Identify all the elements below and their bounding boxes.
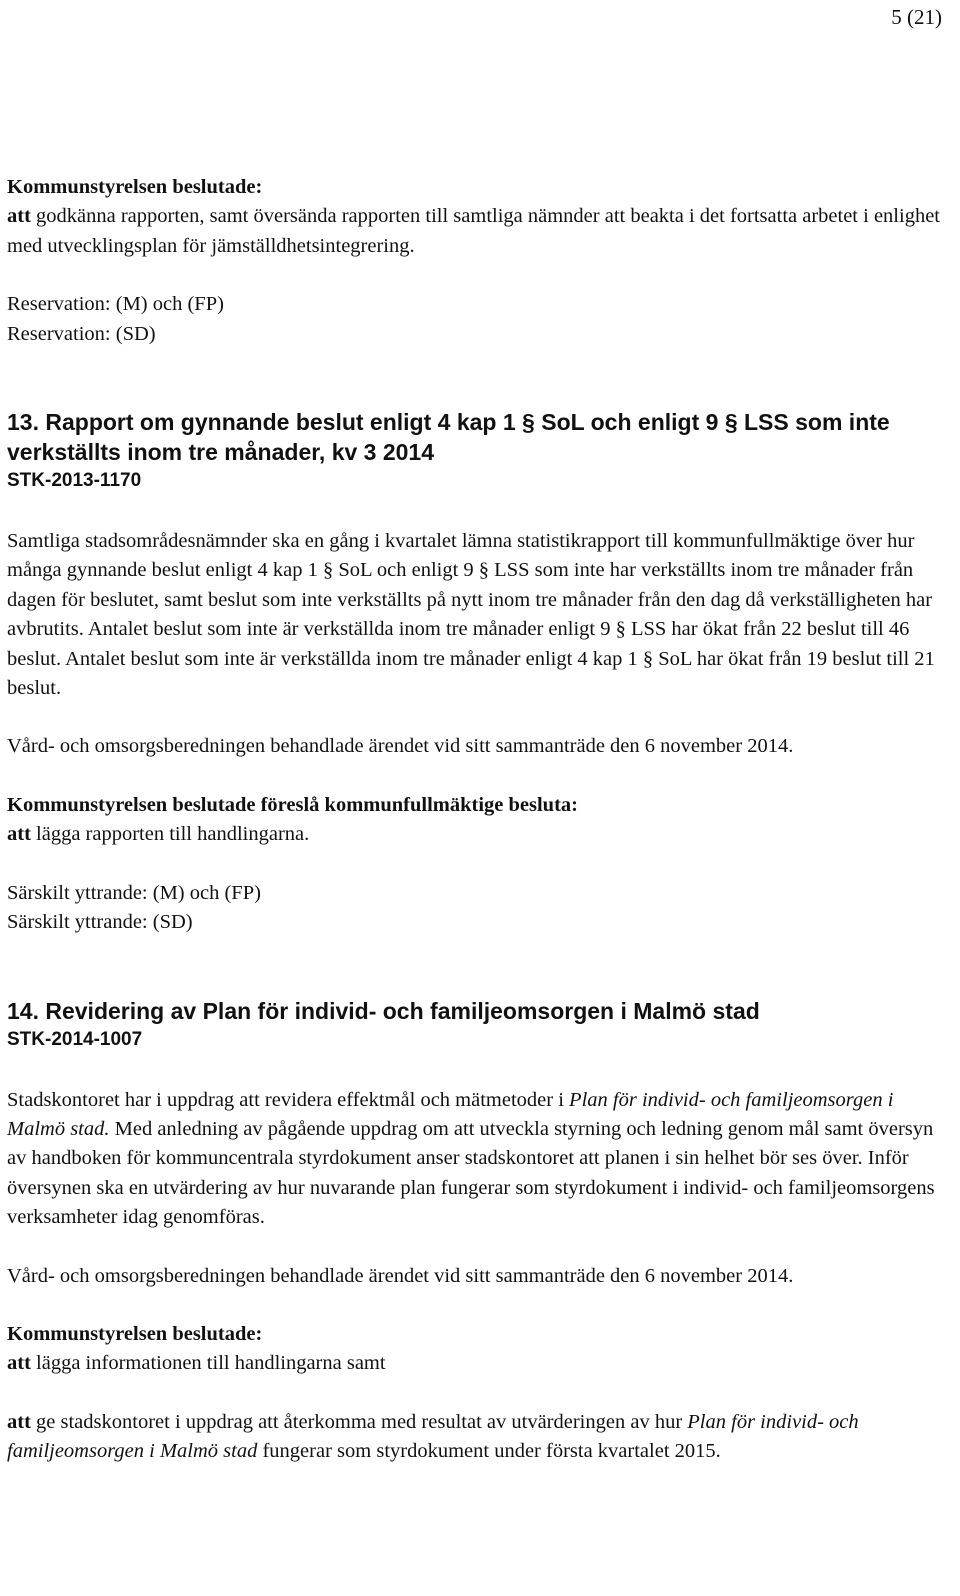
- decision-title: Kommunstyrelsen beslutade:: [7, 176, 263, 198]
- special-statement-line: Särskilt yttrande: (M) och (FP): [7, 881, 261, 904]
- item-13-heading: 13. Rapport om gynnande beslut enligt 4 kap 1 § SoL och enligt 9 § LSS som inte verkställts inom tre månader, kv 3 2014: [7, 409, 890, 466]
- item-14-body: [7, 1086, 942, 1233]
- item-14-heading: 14. Revidering av Plan för individ- och familjeomsorgen i Malmö stad: [7, 997, 760, 1024]
- item-14-decision-title: Kommunstyrelsen beslutade:: [7, 1322, 263, 1345]
- special-statement-line: Särskilt yttrande: (SD): [7, 911, 193, 934]
- item-14-handled: Vård- och omsorgsberedningen behandlade ärendet vid sitt sammanträde den 6 november 2014.: [7, 1264, 794, 1287]
- item-14-decision-2: [7, 1408, 942, 1467]
- document-body: [7, 173, 942, 1467]
- body-text: Stadskontoret har i uppdrag att revidera effektmål och mätmetoder i: [7, 1088, 570, 1111]
- plan-title: Plan för individ- och familjeomsorgen i Malmö stad.: [7, 1088, 894, 1140]
- decision-text: lägga informationen till handlingarna samt: [30, 1352, 386, 1375]
- item-14-decision-1: [7, 1349, 942, 1378]
- att-label: att: [7, 205, 31, 228]
- decision-text: fungerar som styrdokument under första kvartalet 2015.: [257, 1440, 721, 1463]
- page-number: 5 (21): [891, 5, 942, 29]
- decision-text: lägga rapporten till handlingarna.: [30, 823, 310, 846]
- decision-text: ge stadskontoret i uppdrag att återkomma med resultat av utvärderingen av hur: [30, 1410, 688, 1433]
- item-13-decision: [7, 820, 942, 849]
- plan-title: Plan för individ- och familjeomsorgen i Malmö stad: [7, 1410, 859, 1463]
- reservation-line: Reservation: (SD): [7, 322, 156, 345]
- item-13-reference: STK-2013-1170: [7, 470, 142, 492]
- body-text: Med anledning av pågående uppdrag om att utveckla styrning och ledning genom mål samt översyn av handboken för kommuncentrala styrdokument anser stadskontoret att planen i sin helhet bör ses över. Inför översynen ska en utvärdering av hur nuvarande plan fungerar som styrdokument i individ- och familjeomsorgens verksamheter idag genomföras.: [7, 1117, 935, 1229]
- att-label: att: [7, 823, 31, 846]
- decision-text: godkänna rapporten, samt översända rapporten till samtliga nämnder att beakta i det fortsatta arbetet i enlighet med utvecklingsplan för jämställdhetsintegrering.: [7, 205, 940, 257]
- att-label: att: [7, 1352, 31, 1375]
- reservation-line: Reservation: (M) och (FP): [7, 293, 224, 316]
- item-14-reference: STK-2014-1007: [7, 1028, 143, 1050]
- item-13-body: Samtliga stadsområdesnämnder ska en gång i kvartalet lämna statistikrapport till kommunfullmäktige över hur många gynnande beslut enligt 4 kap 1 § SoL och enligt 9 § LSS som inte har verkställts inom tre månader från dagen för beslutet, samt beslut som inte verkställts på nytt inom tre månader från den dag då verkställigheten har avbrutits. Antalet beslut som inte är verkställda inom tre månader enligt 9 § LSS har ökat från 22 beslut till 46 beslut. Antalet beslut som inte är verkställda inom tre månader enligt 4 kap 1 § SoL har ökat från 19 beslut till 21 beslut.: [7, 530, 935, 700]
- att-label: att: [7, 1410, 31, 1433]
- decision-paragraph: [7, 202, 942, 261]
- item-13-decision-title: Kommunstyrelsen beslutade föreslå kommunfullmäktige besluta:: [7, 793, 578, 816]
- item-13-handled: Vård- och omsorgsberedningen behandlade ärendet vid sitt sammanträde den 6 november 2014.: [7, 735, 794, 758]
